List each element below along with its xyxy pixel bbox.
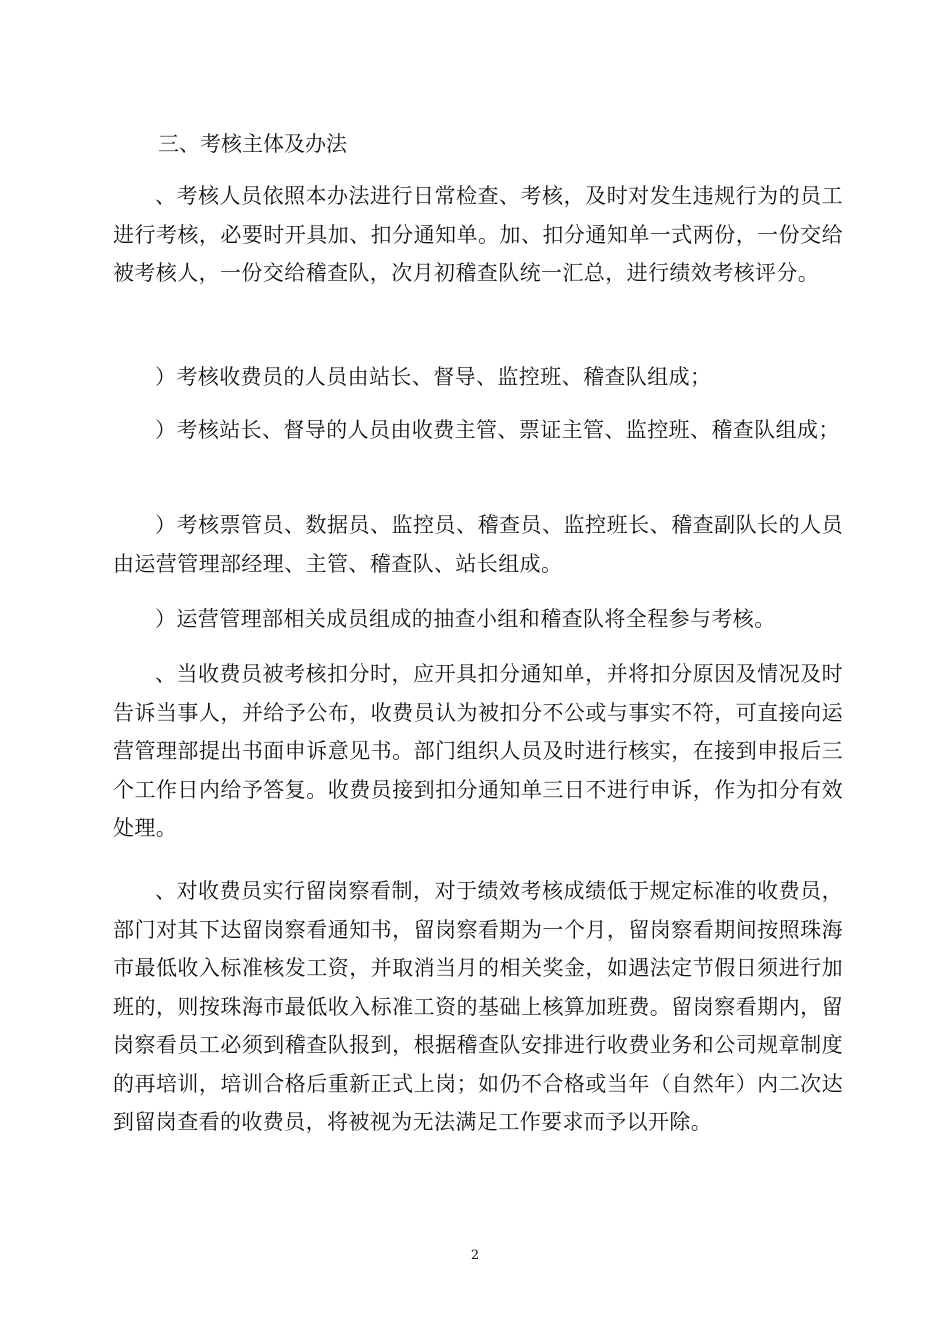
paragraph-deduction-appeal: 、当收费员被考核扣分时，应开具扣分通知单，并将扣分原因及情况及时告诉当事人，并给予公布，收费员认为被扣分不公或与事实不符，可直接向运营管理部提出书面申诉意见书。部门组织人员及时进行核实，在接到申报后三个工作日内给予答复。收费员接到扣分通知单三日不进行申诉，作为扣分有效处理。 [113, 662, 843, 840]
paragraph-toll-collector-assessors: ）考核收费员的人员由站长、督导、监控班、稽查队组成； [155, 365, 712, 389]
paragraph-assessment-staff: 、考核人员依照本办法进行日常检查、考核，及时对发生违规行为的员工进行考核，必要时开具加、扣分通知单。加、扣分通知单一式两份，一份交给被考核人，一份交给稽查队，次月初稽查队统一汇总，进行绩效考核评分。 [113, 184, 843, 285]
paragraph-probation-system: 、对收费员实行留岗察看制，对于绩效考核成绩低于规定标准的收费员，部门对其下达留岗察看通知书，留岗察看期为一个月，留岗察看期间按照珠海市最低收入标准核发工资，并取消当月的相关奖金，如遇法定节假日须进行加班的，则按珠海市最低收入标准工资的基础上核算加班费。留岗察看期内，留岗察看员工必须到稽查队报到，根据稽查队安排进行收费业务和公司规章制度的再培训，培训合格后重新正式上岗；如仍不合格或当年（自然年）内二次达到留岗查看的收费员，将被视为无法满足工作要求而予以开除。 [113, 879, 843, 1134]
page-number: 2 [470, 1248, 480, 1263]
paragraph-ticket-staff-assessors: ）考核票管员、数据员、监控员、稽查员、监控班长、稽查副队长的人员由运营管理部经理、主管、稽查队、站长组成。 [113, 513, 843, 576]
paragraph-station-manager-assessors: ）考核站长、督导的人员由收费主管、票证主管、监控班、稽查队组成； [155, 418, 840, 442]
section-heading: 三、考核主体及办法 [158, 132, 347, 156]
paragraph-spot-check-team: ）运营管理部相关成员组成的抽查小组和稽查队将全程参与考核。 [155, 607, 776, 631]
